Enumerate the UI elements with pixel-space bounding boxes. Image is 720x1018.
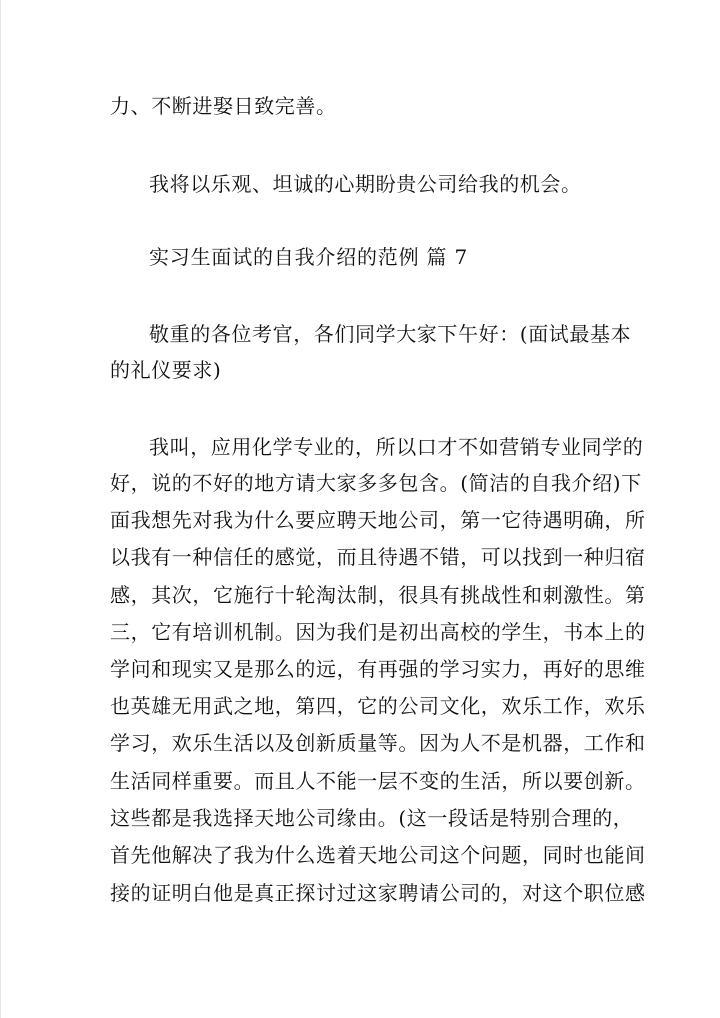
- body-line-8: 也英雄无用武之地，第四，它的公司文化，欢乐工作，欢乐: [110, 694, 646, 718]
- body-line-6: 三，它有培训机制。因为我们是初出高校的学生，书本上的: [110, 620, 646, 644]
- body-line-10: 生活同样重要。而且人不能一层不变的生活，所以要创新。: [110, 769, 646, 793]
- body-line-3: 面我想先对我为什么要应聘天地公司，第一它待遇明确，所: [110, 508, 646, 532]
- body-line-5: 感，其次，它施行十轮淘汰制，很具有挑战性和刺激性。第: [110, 583, 646, 607]
- greeting-line-2: 的礼仪要求): [110, 358, 222, 382]
- body-line-1: 我叫，应用化学专业的，所以口才不如营销专业同学的: [149, 435, 644, 459]
- body-line-9: 学习，欢乐生活以及创新质量等。因为人不是机器，工作和: [110, 731, 646, 755]
- body-line-4: 以我有一种信任的感觉，而且待遇不错，可以找到一种归宿: [110, 545, 646, 569]
- body-line-12: 首先他解决了我为什么选着天地公司这个问题，同时也能间: [110, 843, 646, 867]
- body-line-7: 学问和现实又是那么的远，有再强的学习实力，再好的思维: [110, 657, 646, 681]
- greeting-line-1: 敬重的各位考官，各们同学大家下午好：(面试最基本: [149, 322, 632, 346]
- paragraph-closing-line: 我将以乐观、坦诚的心期盼贵公司给我的机会。: [149, 172, 582, 196]
- body-line-13: 接的证明白他是真正探讨过这家聘请公司的，对这个职位感: [110, 881, 646, 905]
- paragraph-continuation-line: 力、不断进娶日致完善。: [110, 94, 337, 118]
- body-line-2: 好，说的不好的地方请大家多多包含。(简洁的自我介绍)下: [110, 471, 642, 495]
- body-line-11: 这些都是我选择天地公司缘由。(这一段话是特别合理的，: [110, 806, 634, 830]
- section-heading: 实习生面试的自我介绍的范例 篇 7: [149, 245, 469, 269]
